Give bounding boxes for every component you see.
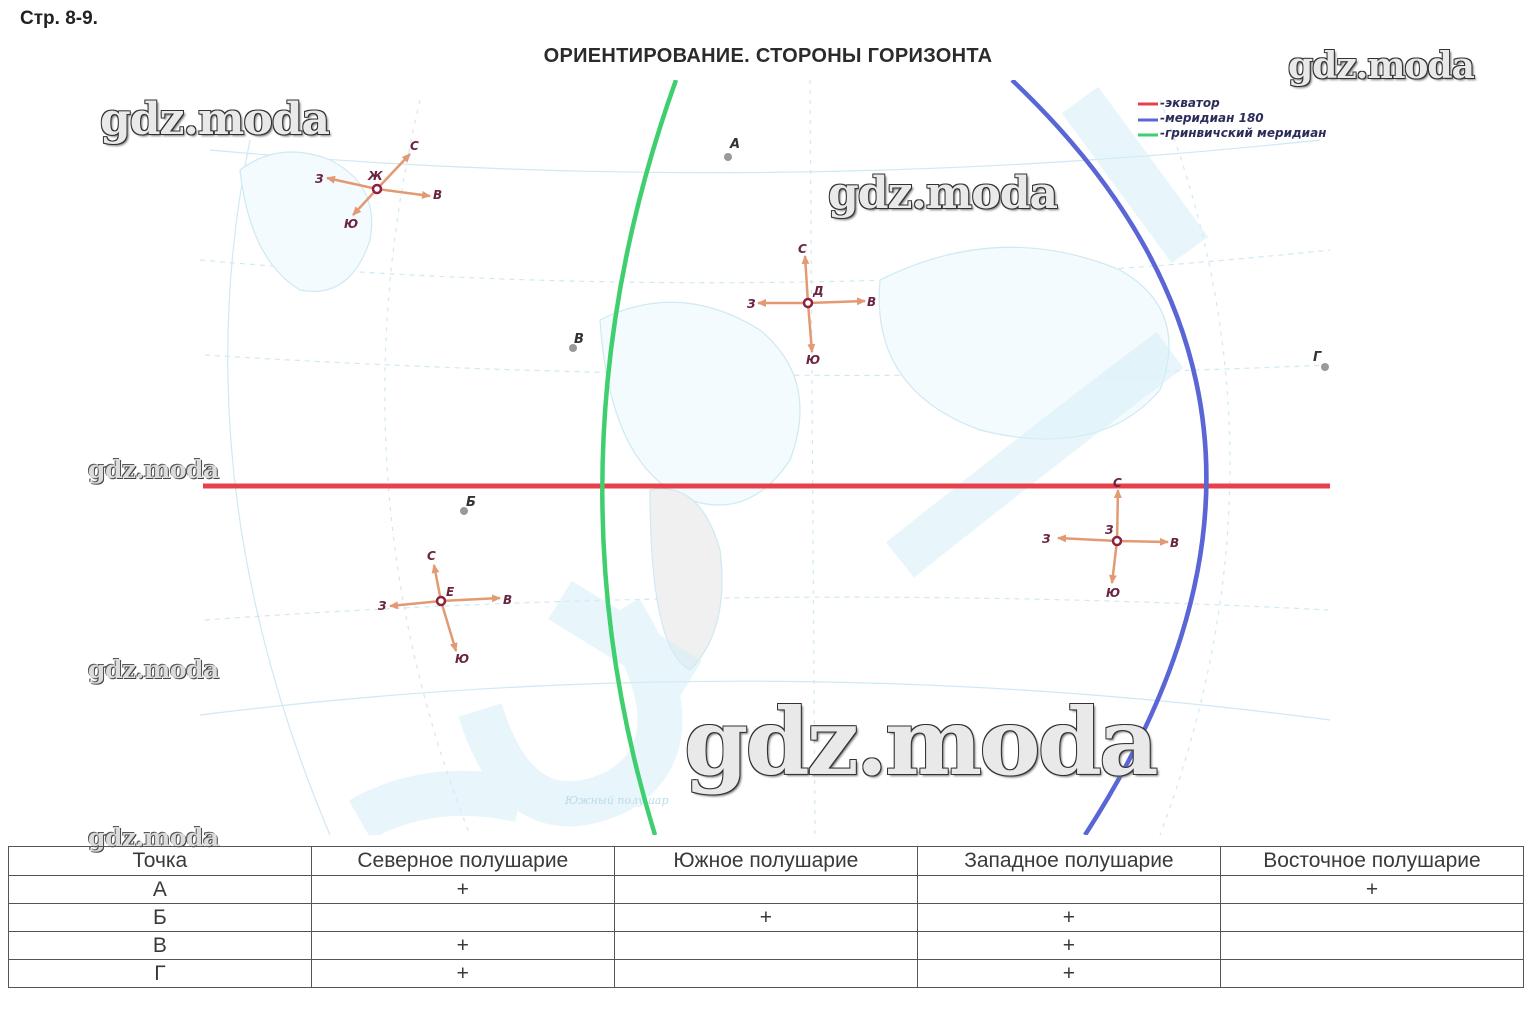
results-table (8, 846, 1524, 988)
table-cell: Б (9, 904, 312, 932)
compass-z-south: Ю (1106, 586, 1121, 600)
compass-e-east: В (503, 593, 513, 607)
table-cell (311, 904, 614, 932)
table-row (9, 876, 1524, 904)
point-label-b: Б (466, 495, 476, 510)
compass-e-north: С (427, 549, 436, 563)
table-cell: + (917, 904, 1220, 932)
page-title: ОРИЕНТИРОВАНИЕ. СТОРОНЫ ГОРИЗОНТА (543, 45, 993, 67)
table-cell (614, 932, 917, 960)
legend-equator-label: -экватор (1160, 96, 1220, 110)
table-cell: + (311, 876, 614, 904)
table-cell: + (614, 904, 917, 932)
table-cell: + (311, 932, 614, 960)
table-cell (1220, 904, 1523, 932)
legend-meridian-180-label: -меридиан 180 (1160, 111, 1264, 125)
page-reference: Стр. 8-9. (20, 8, 98, 29)
table-row (9, 932, 1524, 960)
watermark: gdz.moda (828, 168, 1058, 219)
compass-d-south: Ю (806, 353, 821, 367)
compass-zh-north: С (410, 139, 419, 153)
compass-zh-west: З (315, 172, 324, 186)
map-point-a (724, 137, 740, 161)
compass-z-north: С (1113, 476, 1122, 490)
watermark: gdz.moda (100, 94, 330, 145)
column-header-southern: Южное полушарие (614, 847, 917, 876)
compass-d-label: Д (813, 284, 824, 298)
table-cell: Г (9, 960, 312, 988)
compass-e-south: Ю (455, 652, 470, 666)
watermark: gdz.moda (1288, 45, 1474, 87)
map-legend (1138, 96, 1326, 140)
compass-z-west: З (1042, 532, 1051, 546)
table-cell (1220, 960, 1523, 988)
compass-d-north: С (798, 242, 807, 256)
column-header-eastern: Восточное полушарие (1220, 847, 1523, 876)
compass-zh-east: В (433, 188, 443, 202)
table-row (9, 904, 1524, 932)
point-label-g: Г (1313, 350, 1322, 365)
table-cell: + (917, 932, 1220, 960)
table-cell (917, 876, 1220, 904)
column-header-point: Точка (9, 847, 312, 876)
watermark: gdz.moda (88, 823, 219, 852)
map-point-g (1313, 350, 1329, 371)
table-cell: В (9, 932, 312, 960)
point-label-v: В (574, 332, 584, 347)
table-cell (1220, 932, 1523, 960)
watermark: gdz.moda (88, 455, 219, 484)
compass-d-west: З (747, 297, 756, 311)
table-cell (614, 876, 917, 904)
compass-d-east: В (867, 295, 877, 309)
point-label-a: А (730, 137, 741, 152)
watermark: gdz.moda (684, 688, 1156, 796)
table-header-row (9, 847, 1524, 876)
column-header-western: Западное полушарие (917, 847, 1220, 876)
compass-z-label: З (1105, 523, 1114, 537)
legend-greenwich-label: -гринвичский меридиан (1160, 126, 1327, 140)
column-header-northern: Северное полушарие (311, 847, 614, 876)
compass-e-label: Е (446, 585, 455, 599)
table-row (9, 960, 1524, 988)
table-cell: + (311, 960, 614, 988)
table-cell: + (917, 960, 1220, 988)
compass-zh-south: Ю (344, 217, 359, 231)
table-cell: + (1220, 876, 1523, 904)
compass-z-east: В (1170, 536, 1180, 550)
table-cell (614, 960, 917, 988)
ocean-label: Южный полушар (565, 794, 669, 807)
table-cell: А (9, 876, 312, 904)
map-point-b (460, 495, 476, 515)
compass-zh-label: Ж (368, 169, 383, 183)
compass-e-west: З (378, 599, 387, 613)
watermark: gdz.moda (88, 655, 219, 684)
map-point-v (569, 332, 584, 352)
